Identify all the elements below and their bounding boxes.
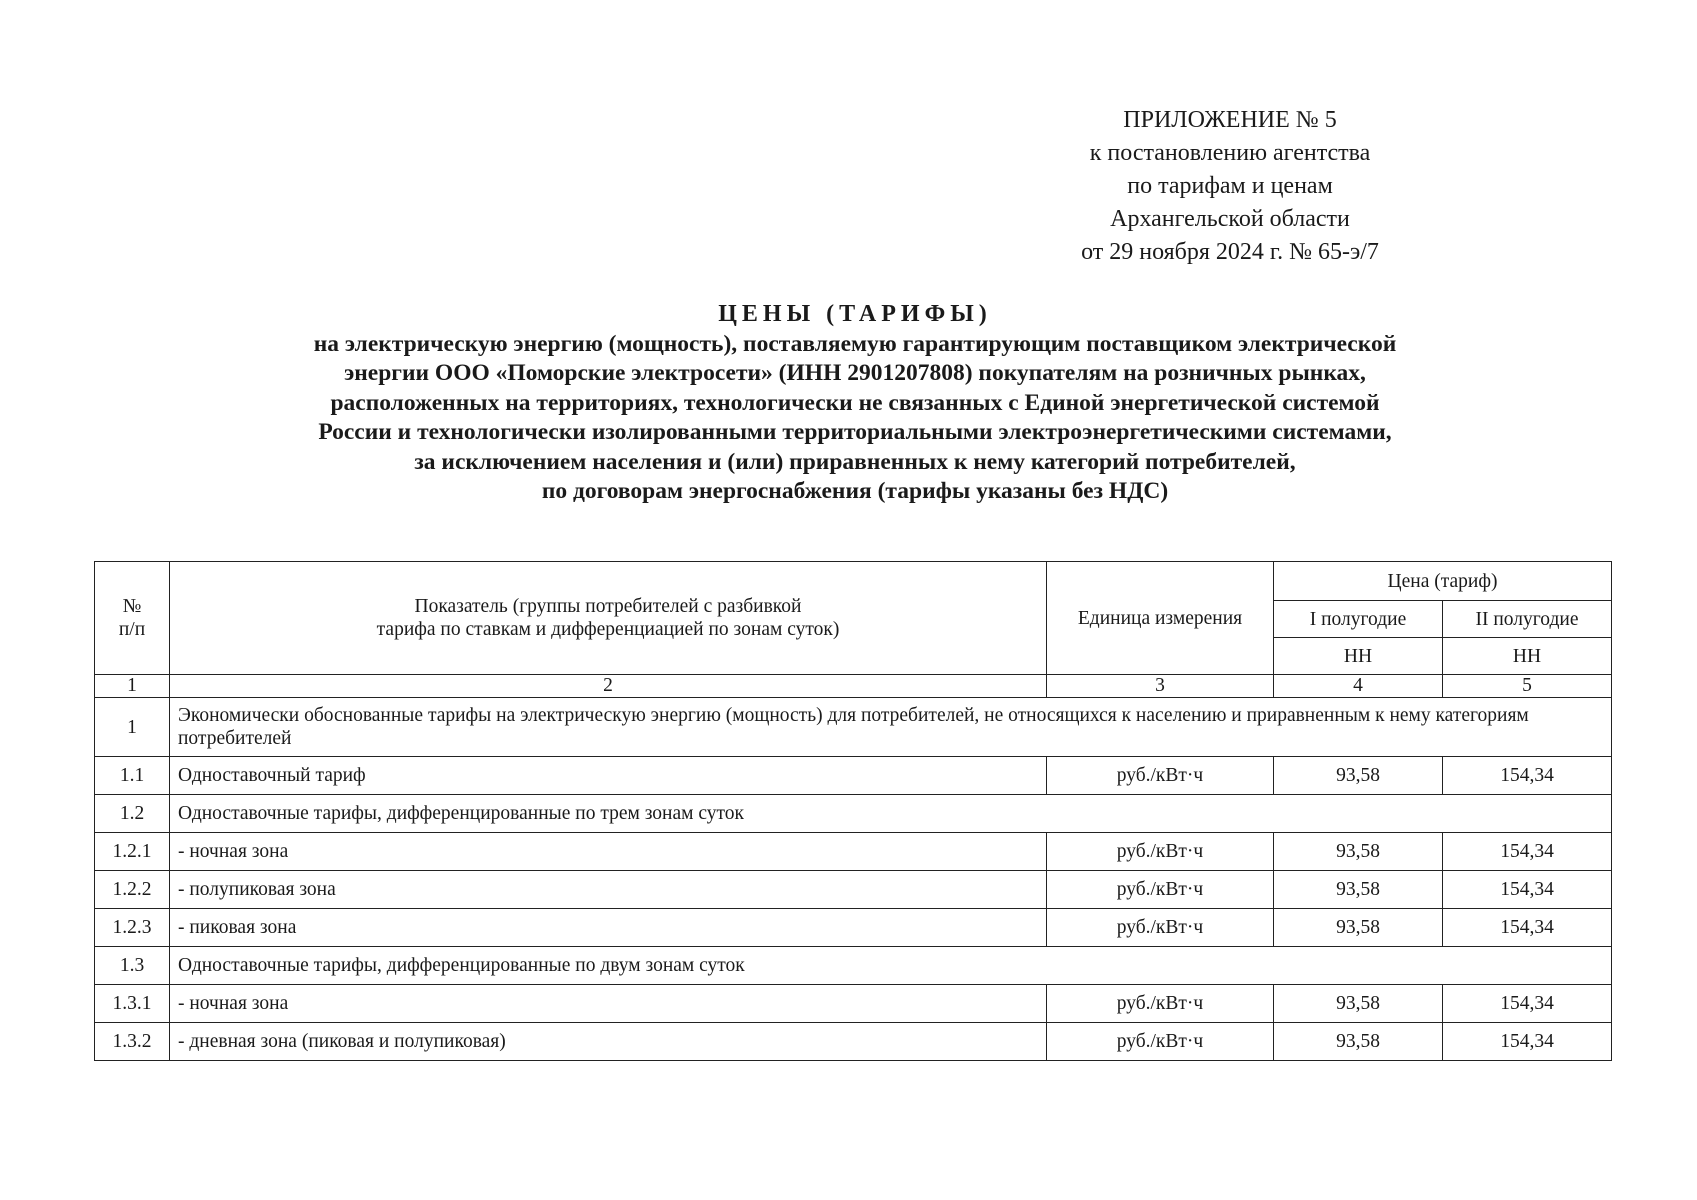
table-row bbox=[95, 985, 1612, 1023]
row-price-h1: 93,58 bbox=[1274, 1023, 1443, 1061]
header-voltage1: НН bbox=[1274, 638, 1443, 675]
row-num: 1.2.3 bbox=[95, 909, 170, 947]
table-row bbox=[95, 871, 1612, 909]
table-row bbox=[95, 1023, 1612, 1061]
table-row bbox=[95, 909, 1612, 947]
row-price-h1: 93,58 bbox=[1274, 985, 1443, 1023]
header-unit: Единица измерения bbox=[1047, 562, 1274, 675]
table-row bbox=[95, 757, 1612, 795]
row-num: 1.1 bbox=[95, 757, 170, 795]
appendix-header bbox=[1040, 104, 1420, 269]
appendix-date: от 29 ноября 2024 г. № 65-э/7 bbox=[1081, 239, 1379, 265]
appendix-line-resolution: к постановлению агентства bbox=[1089, 140, 1371, 166]
document-title bbox=[180, 300, 1530, 507]
row-name: - дневная зона (пиковая и полупиковая) bbox=[170, 1023, 1047, 1061]
row-unit: руб./кВт·ч bbox=[1047, 871, 1274, 909]
title-line: расположенных на территориях, технологически не связанных с Единой энергетической системой bbox=[330, 389, 1380, 416]
title-line: энергии ООО «Поморские электросети» (ИНН 2901207808) покупателям на розничных рынках, bbox=[344, 360, 1366, 386]
row-price-h2: 154,34 bbox=[1443, 909, 1612, 947]
title-line: по договорам энергоснабжения (тарифы указаны без НДС) bbox=[541, 478, 1169, 504]
row-price-h2: 154,34 bbox=[1443, 833, 1612, 871]
appendix-number: ПРИЛОЖЕНИЕ № 5 bbox=[1123, 107, 1337, 133]
header-voltage2: НН bbox=[1443, 638, 1612, 675]
row-price-h2: 154,34 bbox=[1443, 985, 1612, 1023]
title-line: на электрическую энергию (мощность), поставляемую гарантирующим поставщиком электрической bbox=[313, 330, 1397, 357]
header-num-line1: № bbox=[122, 596, 142, 617]
row-price-h1: 93,58 bbox=[1274, 757, 1443, 795]
row-unit: руб./кВт·ч bbox=[1047, 757, 1274, 795]
title-line: России и технологически изолированными территориальными электроэнергетическими системами, bbox=[318, 419, 1392, 445]
header-price: Цена (тариф) bbox=[1274, 562, 1612, 601]
row-name: - ночная зона bbox=[170, 833, 1047, 871]
column-number: 3 bbox=[1047, 675, 1274, 698]
row-num: 1.2.2 bbox=[95, 871, 170, 909]
column-number: 5 bbox=[1443, 675, 1612, 698]
row-num: 1 bbox=[95, 698, 170, 757]
column-number: 2 bbox=[170, 675, 1047, 698]
table-row bbox=[95, 833, 1612, 871]
row-name: Одноставочный тариф bbox=[170, 757, 1047, 795]
row-price-h2: 154,34 bbox=[1443, 1023, 1612, 1061]
header-num bbox=[95, 562, 170, 675]
column-numbers-row bbox=[95, 675, 1612, 698]
row-price-h1: 93,58 bbox=[1274, 871, 1443, 909]
row-num: 1.2.1 bbox=[95, 833, 170, 871]
row-unit: руб./кВт·ч bbox=[1047, 1023, 1274, 1061]
subsection-row bbox=[95, 947, 1612, 985]
row-num: 1.3.2 bbox=[95, 1023, 170, 1061]
header-half2: II полугодие bbox=[1443, 601, 1612, 638]
section-text: Экономически обоснованные тарифы на электрическую энергию (мощность) для потребителей, не относящихся к населению и приравненным к нему категориям потребителей bbox=[170, 698, 1612, 757]
row-name: - полупиковая зона bbox=[170, 871, 1047, 909]
subsection-row bbox=[95, 795, 1612, 833]
section-row bbox=[95, 698, 1612, 757]
tariff-table bbox=[94, 561, 1612, 1061]
row-unit: руб./кВт·ч bbox=[1047, 909, 1274, 947]
row-name: - пиковая зона bbox=[170, 909, 1047, 947]
row-unit: руб./кВт·ч bbox=[1047, 985, 1274, 1023]
column-number: 4 bbox=[1274, 675, 1443, 698]
header-row bbox=[95, 562, 1612, 601]
header-half1: I полугодие bbox=[1274, 601, 1443, 638]
row-price-h1: 93,58 bbox=[1274, 833, 1443, 871]
row-unit: руб./кВт·ч bbox=[1047, 833, 1274, 871]
header-indicator bbox=[170, 562, 1047, 675]
row-name: Одноставочные тарифы, дифференцированные по трем зонам суток bbox=[170, 795, 1612, 833]
row-price-h2: 154,34 bbox=[1443, 871, 1612, 909]
row-price-h1: 93,58 bbox=[1274, 909, 1443, 947]
header-num-line2: п/п bbox=[118, 619, 146, 640]
header-indicator-line2: тарифа по ставкам и дифференциацией по зонам суток) bbox=[376, 619, 840, 640]
row-name: Одноставочные тарифы, дифференцированные по двум зонам суток bbox=[170, 947, 1612, 985]
appendix-line-region: Архангельской области bbox=[1110, 206, 1350, 232]
header-indicator-line1: Показатель (группы потребителей с разбивкой bbox=[414, 596, 802, 617]
row-price-h2: 154,34 bbox=[1443, 757, 1612, 795]
row-num: 1.3 bbox=[95, 947, 170, 985]
title-line: за исключением населения и (или) приравненных к нему категорий потребителей, bbox=[414, 448, 1296, 475]
row-name: - ночная зона bbox=[170, 985, 1047, 1023]
row-num: 1.2 bbox=[95, 795, 170, 833]
tariff-table-body bbox=[95, 562, 1612, 1061]
column-number: 1 bbox=[95, 675, 170, 698]
row-num: 1.3.1 bbox=[95, 985, 170, 1023]
title-main: ЦЕНЫ (ТАРИФЫ) bbox=[718, 301, 992, 327]
appendix-line-agency: по тарифам и ценам bbox=[1127, 173, 1333, 199]
